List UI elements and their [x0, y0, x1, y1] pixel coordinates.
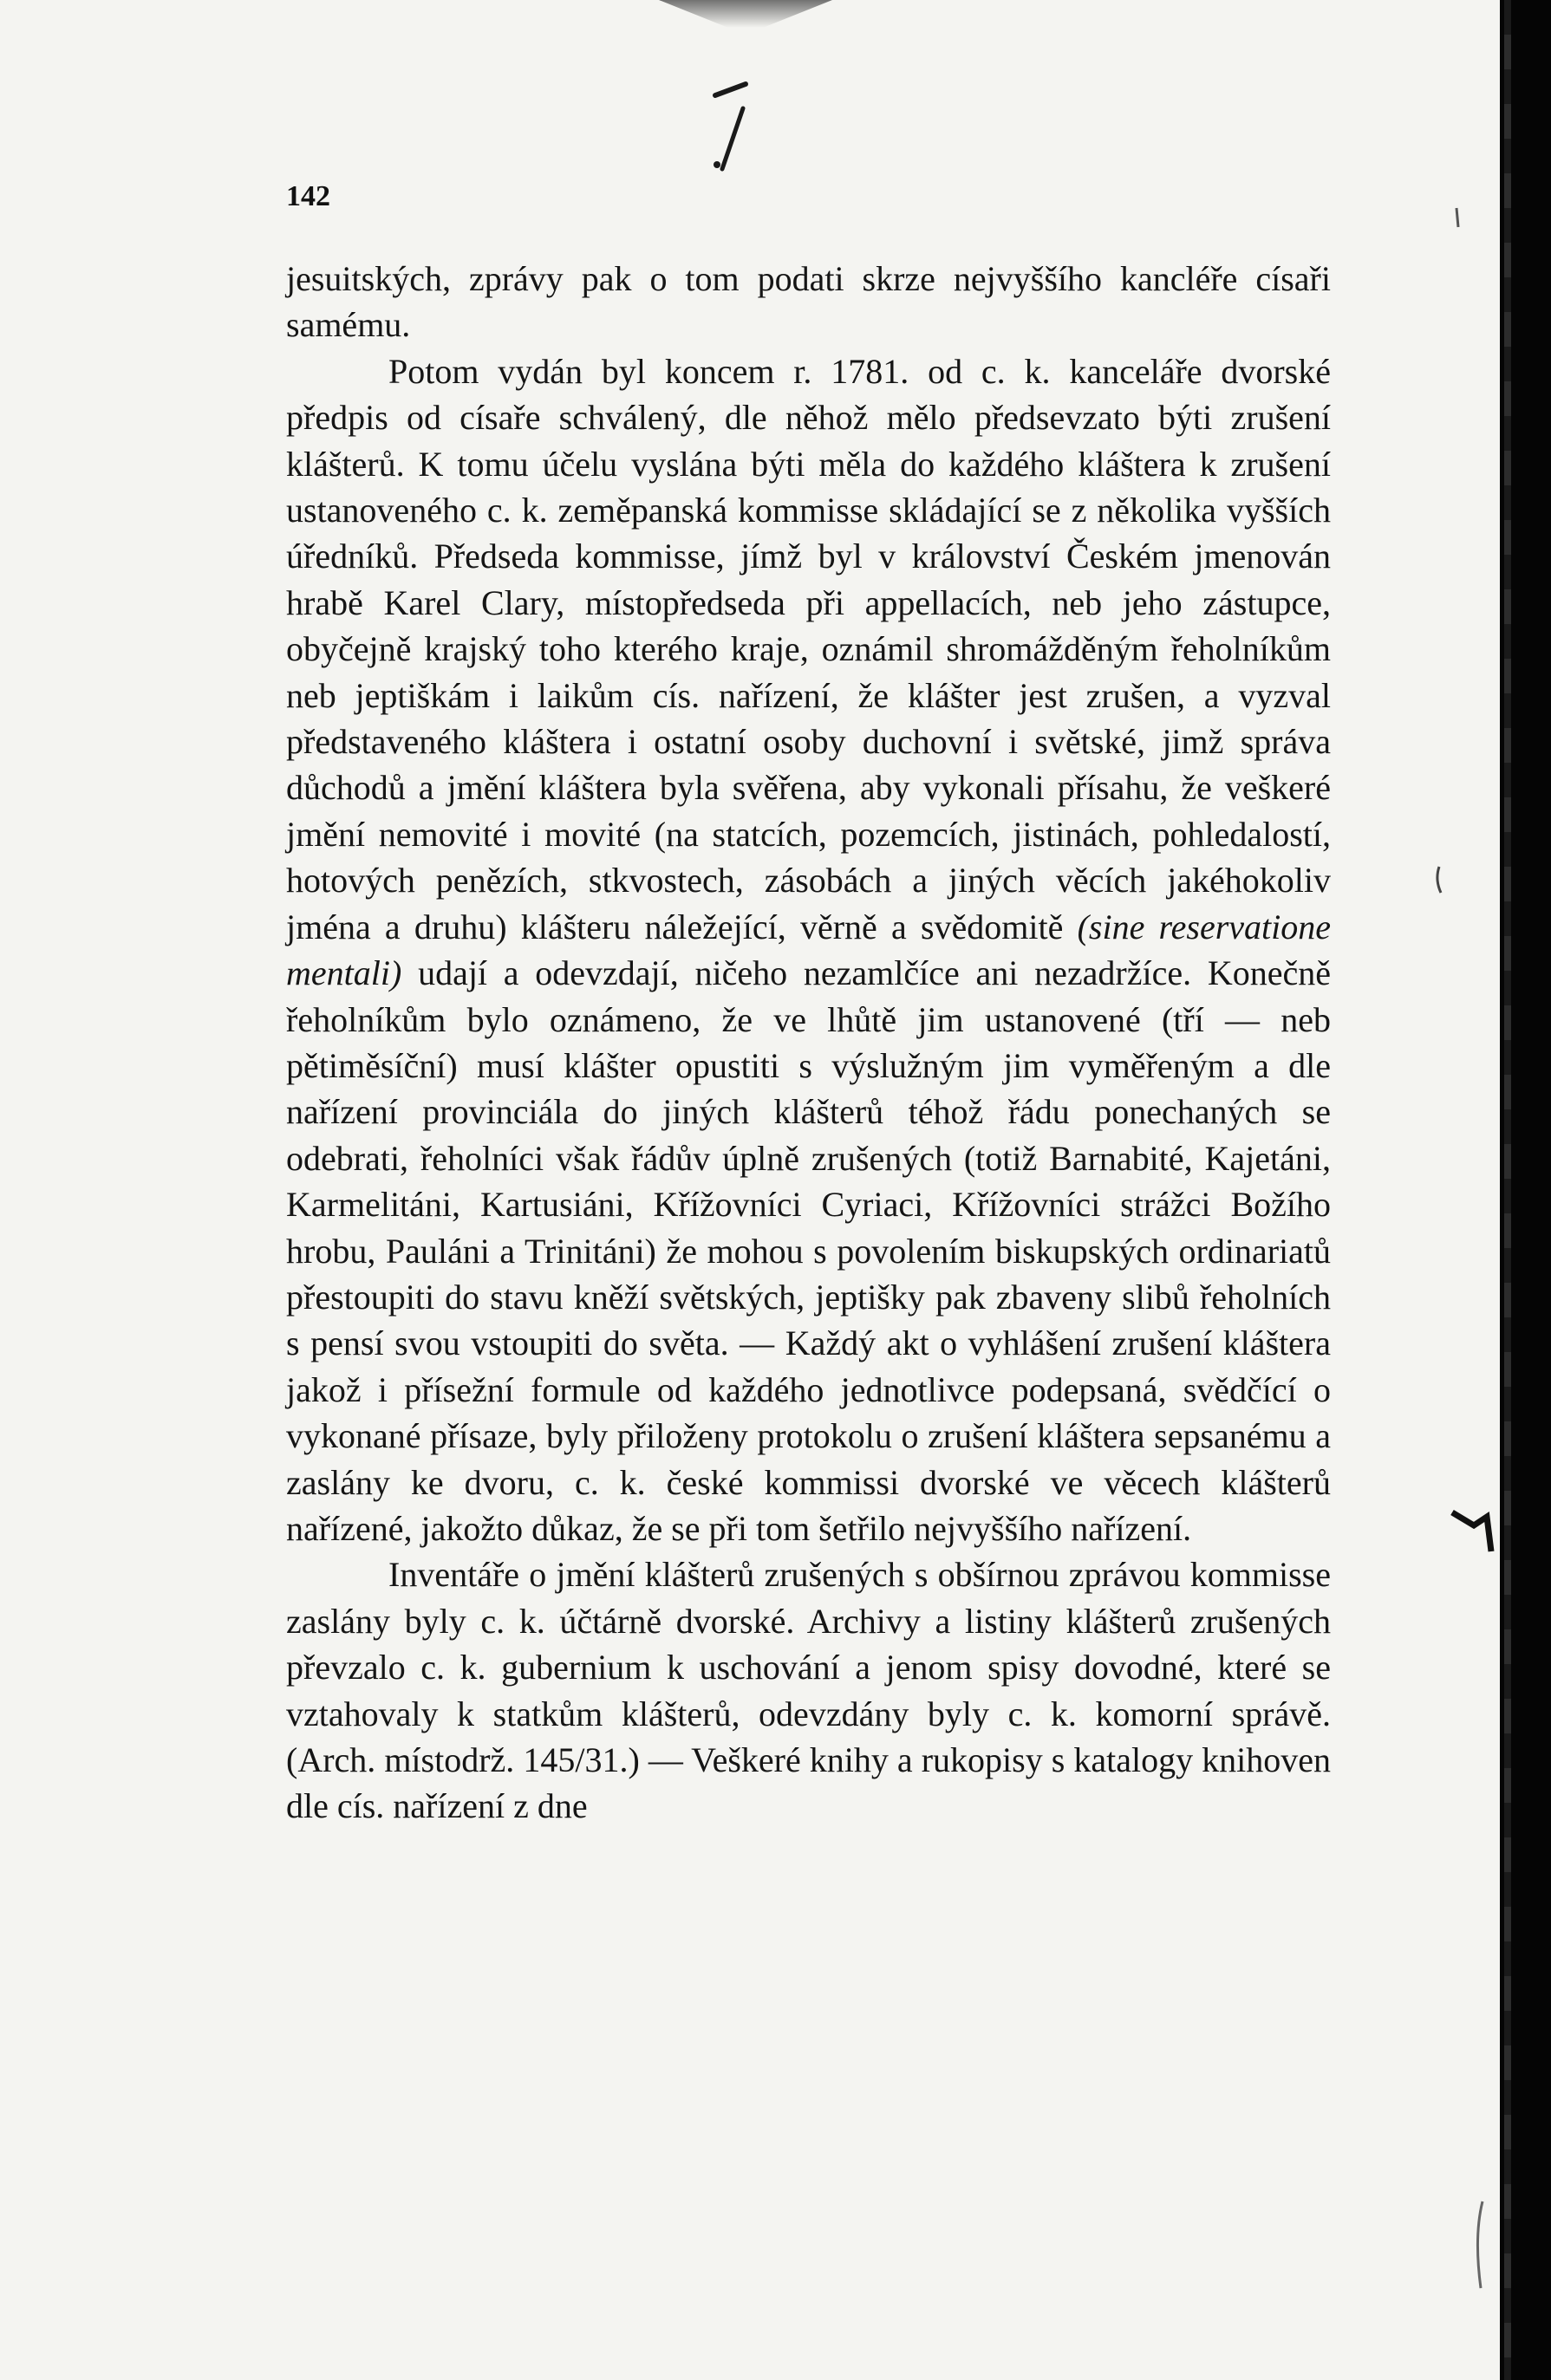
- paragraph: [286, 348, 1331, 1552]
- italic-phrase: (sine reservatione mentali): [286, 907, 1332, 993]
- text-run: Potom vydán byl koncem r. 1781. od c. k. kanceláře dvorské předpis od císaře schválený, dle něhož mělo předsevzato býti zrušení klášterů. K tomu účelu vyslána býti měla do každého kláštera k zrušení ustanoveného c. k. zeměpanská kommisse skládající se z několika vyšších úředníků. Předseda kommisse, jímž byl v království Českém jmenován hrabě Karel Clary, místopředseda při appellacích, neb jeho zástupce, obyčejně krajský toho kterého kraje, oznámil shromážděným řeholníkům neb jeptiškám i laikům cís. nařízení, že klášter jest zrušen, a vyzval představeného kláštera i ostatní osoby duchovní i světské, jimž správa důchodů a jmění kláštera byla svěřena, aby vykonali přísahu, že veškeré jmění nemovité i movité (na statcích, pozemcích, jistinách, pohledalostí, hotových penězích, stkvostech, zásobách a jiných věcích jakéhokoliv jména a druhu) klášteru náležející, věrně a svědomitě: [286, 351, 1331, 946]
- margin-marks: [1387, 0, 1500, 2380]
- page-number: 142: [286, 180, 330, 212]
- scan-side-strip: [1504, 0, 1511, 2380]
- ink-flourish: [698, 74, 759, 186]
- text-run: Inventáře o jmění klášterů zrušených s obšírnou zprávou kommisse zaslány byly c. k. účtárně dvorské. Archivy a listiny klášterů zrušených převzalo c. k. gubernium k uschování a jenom spisy dovodné, které se vztahovaly k statkům klášterů, odevzdány byly c. k. komorní správě. (Arch. místodrž. 145/31.) — Veškeré knihy a rukopisy s katalogy knihoven dle cís. nařízení z dne: [286, 1555, 1331, 1826]
- text-run: udají a odevzdají, ničeho nezamlčíce ani nezadržíce. Konečně řeholníkům bylo oznámeno, že ve lhůtě jim ustanovené (tří — neb pětiměsíční) musí klášter opustiti s výslužným jim vyměřeným a dle nařízení provinciála do jiných klášterů téhož řádu ponechaných se odebrati, řeholníci však řádův úplně zrušených (totiž Barnabité, Kajetáni, Karmelitáni, Kartusiáni, Křížovníci Cyriaci, Křížovníci strážci Božího hrobu, Pauláni a Trinitáni) že mohou s povolením biskupských ordinariatů přestoupiti do stavu kněží světských, jeptišky pak zbaveny slibů řeholních s pensí svou vstoupiti do světa. — Každý akt o vyhlášení zrušení kláštera jakož i přísežní formule od každého jednotlivce podepsaná, svědčící o vykonané přísaze, byly přiloženy protokolu o zrušení kláštera sepsanému a zaslány ke dvoru, c. k. české kommissi dvorské ve věcech klášterů nařízené, jakožto důkaz, že se při tom šetřilo nejvyššího nařízení.: [286, 953, 1331, 1548]
- body-text: [286, 256, 1331, 1830]
- scan-top-notch: [659, 0, 832, 28]
- text-run: jesuitských, zprávy pak o tom podati skrze nejvyššího kancléře císaři samému.: [286, 259, 1331, 345]
- paragraph: [286, 256, 1331, 348]
- paragraph: [286, 1551, 1331, 1829]
